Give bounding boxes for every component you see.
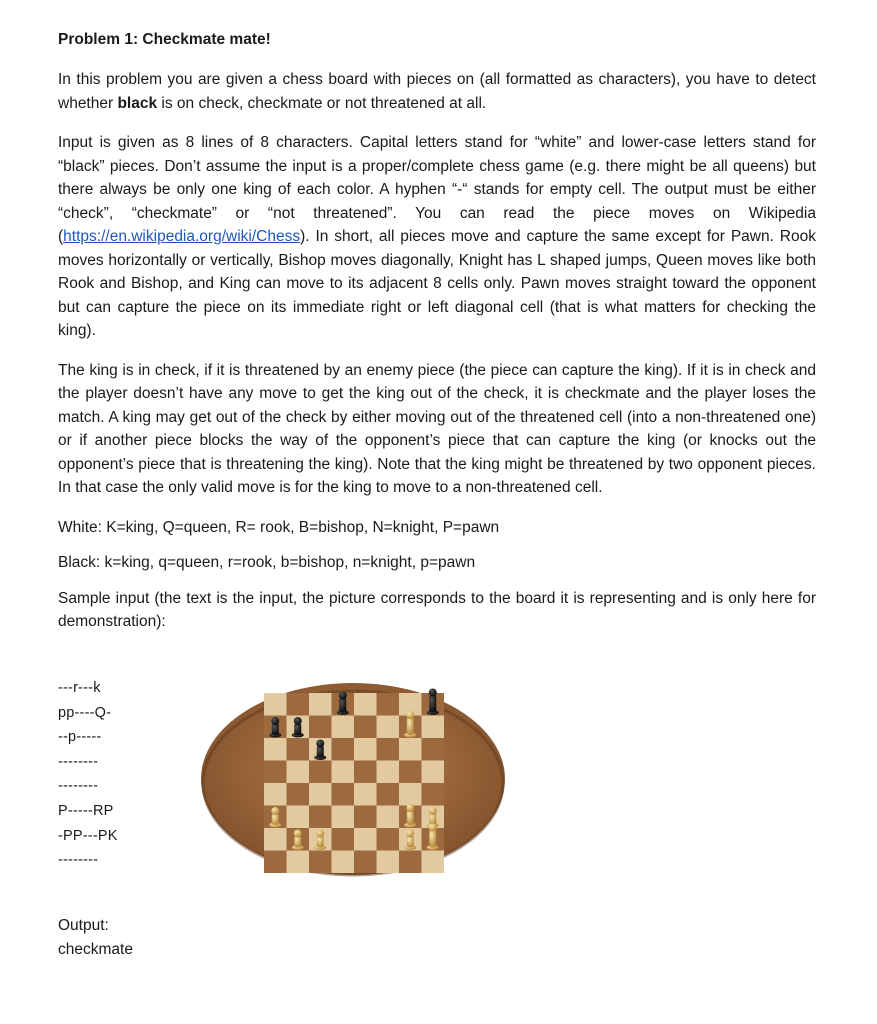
check-description-paragraph: The king is in check, if it is threatened by an enemy piece (the piece can capture the king). If it is in check and the player doesn’t have any move to get the king out of the check, it is checkmate and the player loses the match. A king may get out of the check by either moving out of the threatened cell (into a non-threatened one) or if another piece blocks the way of the opponent’s piece that can capture the king (or knocks out the opponent’s piece that is threatening the king). Note that the king might be threatened by two opponent pieces. In that case the only valid move is for the king to move to a non-threatened cell. xyxy=(58,361,816,496)
sample-input xyxy=(58,676,118,873)
board-square xyxy=(354,828,377,851)
sample-row: -------- xyxy=(58,852,99,869)
sample-row: ---r---k xyxy=(58,680,101,696)
board-square xyxy=(399,783,422,806)
board-square xyxy=(354,851,377,874)
board-square xyxy=(377,851,400,874)
board-square xyxy=(377,828,400,851)
board-square xyxy=(309,783,332,806)
output-label: Output: xyxy=(58,917,109,934)
black-legend: Black: k=king, q=queen, r=rook, b=bishop, n=knight, p=pawn xyxy=(58,554,476,571)
sample-row: -------- xyxy=(58,778,99,795)
board-square xyxy=(377,716,400,739)
input-desc-end: ). In short, all pieces move and capture the same except for Pawn. Rook moves horizontally or vertically, Bishop moves diagonally, Knight has L shaped jumps, Queen moves like both Rook and Bishop, and King can move to its adjacent 8 cells only. Pawn moves straight toward the opponent but can capture the piece on its immediate right or left diagonal cell (that is what matters for checking the king). xyxy=(58,228,816,339)
board-square xyxy=(399,738,422,761)
board-square xyxy=(264,738,287,761)
board-square xyxy=(377,806,400,829)
board-square xyxy=(287,851,310,874)
board-square xyxy=(422,851,445,874)
board-square xyxy=(354,738,377,761)
problem-document xyxy=(58,30,816,650)
board-square xyxy=(309,806,332,829)
output-value: checkmate xyxy=(58,940,133,958)
board-square xyxy=(287,783,310,806)
sample-description: Sample input (the text is the input, the picture corresponds to the board it is representing and is only here for demonstration): xyxy=(58,589,816,630)
sample-row: -------- xyxy=(58,753,99,770)
board-square xyxy=(309,693,332,716)
board-square xyxy=(399,761,422,784)
board-square xyxy=(332,738,355,761)
board-square xyxy=(422,716,445,739)
board-square xyxy=(332,851,355,874)
board-square xyxy=(354,783,377,806)
chessboard-photo xyxy=(199,679,506,877)
board-square xyxy=(377,738,400,761)
board-square xyxy=(332,716,355,739)
sample-row: pp----Q- xyxy=(58,704,112,721)
output-section xyxy=(58,914,133,961)
intro-text-start: In this problem you are given a chess board with pieces on (all formatted as characters), you have to detect whether xyxy=(58,71,816,112)
board-square xyxy=(264,851,287,874)
board-square xyxy=(287,693,310,716)
board-square xyxy=(287,761,310,784)
board-square xyxy=(422,761,445,784)
board-square xyxy=(354,806,377,829)
board-square xyxy=(287,806,310,829)
board-square xyxy=(332,806,355,829)
board-square xyxy=(332,783,355,806)
board-square xyxy=(422,783,445,806)
board-square xyxy=(332,761,355,784)
intro-paragraph xyxy=(58,68,816,115)
board-square xyxy=(422,738,445,761)
board-square xyxy=(264,828,287,851)
sample-row: --p----- xyxy=(58,729,102,746)
input-description-paragraph xyxy=(58,131,816,343)
board-square xyxy=(377,761,400,784)
problem-title: Problem 1: Checkmate mate! xyxy=(58,31,271,48)
wikipedia-chess-link[interactable]: https://en.wikipedia.org/wiki/Chess xyxy=(63,228,301,245)
chessboard-illustration xyxy=(199,679,506,877)
board-squares xyxy=(264,693,444,873)
sample-row: P-----RP xyxy=(58,802,114,819)
board-square xyxy=(354,761,377,784)
board-square xyxy=(309,851,332,874)
input-desc-start: Input is given as 8 lines of 8 characters. Capital letters stand for “white” and lower-case letters stand for “black” pieces. Don’t assume the input is a proper/complete chess game (e.g. there might be all queens) but there always be only one king of each color. A hyphen “-“ stands for empty cell. The output must be either “check”, “checkmate” or “not threatened”. You can read the piece moves on Wikipedia ( xyxy=(58,134,816,245)
intro-text-end: is on check, checkmate or not threatened at all. xyxy=(157,94,487,112)
board-square xyxy=(309,761,332,784)
board-square xyxy=(264,783,287,806)
board-square xyxy=(264,693,287,716)
board-square xyxy=(354,716,377,739)
board-square xyxy=(377,693,400,716)
board-square xyxy=(377,783,400,806)
white-legend: White: K=king, Q=queen, R= rook, B=bishop, N=knight, P=pawn xyxy=(58,518,500,536)
board-square xyxy=(264,761,287,784)
board-square xyxy=(332,828,355,851)
board-square xyxy=(287,738,310,761)
board-square xyxy=(399,851,422,874)
board-square xyxy=(354,693,377,716)
intro-bold-word: black xyxy=(117,94,158,112)
sample-row: -PP---PK xyxy=(58,827,118,844)
board-square xyxy=(309,716,332,739)
